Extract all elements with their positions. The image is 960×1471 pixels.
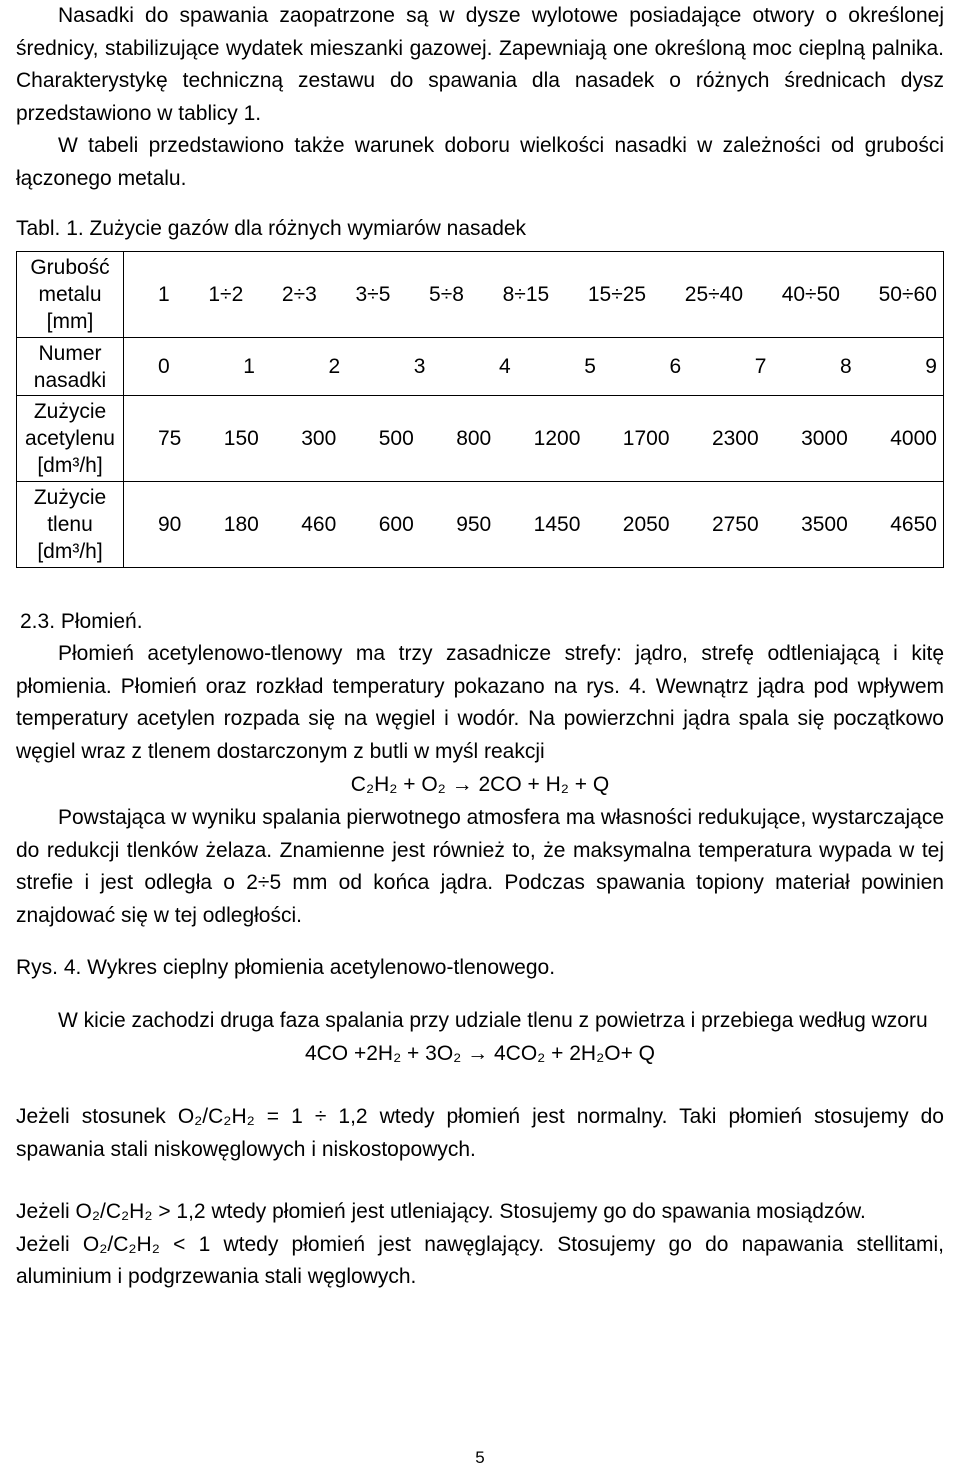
row-header: Grubość metalu [mm] [17, 252, 124, 338]
intro-paragraph-1: Nasadki do spawania zaopatrzone są w dysze wylotowe posiadające otwory o określonej średnicy, stabilizujące wydatek mieszanki gazowej. Zapewniają one określoną moc cieplną palnika. Charakterystykę techniczną zestawu do spawania dla nasadek o różnych średnicach dysz przedstawiono w tablicy 1. [16, 4, 944, 125]
table-row [17, 252, 944, 338]
table-cell: 600 [378, 513, 414, 536]
figure-caption: Rys. 4. Wykres cieplny płomienia acetylenowo-tlenowego. [16, 956, 556, 979]
table-cell: 2 [328, 355, 341, 378]
table-cell: 0 [158, 355, 170, 378]
table-cell: 150 [223, 427, 259, 450]
table-row [17, 396, 944, 482]
table-cell: 4650 [890, 513, 937, 536]
table-cell: 5÷8 [429, 283, 464, 306]
gas-consumption-table [16, 251, 944, 568]
table-cell: 800 [456, 427, 492, 450]
table-cell: 2750 [711, 513, 759, 536]
page-number: 5 [475, 1448, 485, 1467]
table-cell: 50÷60 [878, 283, 937, 306]
table-cell: 6 [669, 355, 682, 378]
table-cell: 1 [158, 283, 170, 306]
ratio-paragraph-carburizing: Jeżeli O₂/C₂H₂ < 1 wtedy płomień jest nawęglający. Stosujemy go do napawania stellitami, aluminium i podgrzewania stali węglowych. [16, 1232, 944, 1288]
table-cell: 7 [754, 355, 767, 378]
table-cell: 2050 [622, 513, 670, 536]
table-cell: 500 [378, 427, 414, 450]
row-values [124, 396, 944, 482]
table-cell: 40÷50 [781, 283, 840, 306]
table-cell: 8 [840, 355, 852, 378]
section-heading: 2.3. Płomień. [20, 610, 143, 633]
table-cell: 5 [584, 355, 596, 378]
table-cell: 1 [243, 355, 255, 378]
ratio-paragraph-oxidizing: Jeżeli O₂/C₂H₂ > 1,2 wtedy płomień jest utleniający. Stosujemy go do spawania mosiądzów. [16, 1200, 866, 1223]
document-page [16, 0, 944, 1294]
table-cell: 8÷15 [502, 283, 550, 306]
table-cell: 2÷3 [281, 283, 317, 306]
table-cell: 3500 [801, 513, 848, 536]
table-cell: 300 [301, 427, 337, 450]
table-cell: 3 [413, 355, 426, 378]
reaction-formula-1: C₂H₂ + O₂ → 2CO + H₂ + Q [350, 773, 610, 796]
table-cell: 90 [158, 513, 182, 536]
row-values [124, 252, 944, 338]
intro-paragraph-2: W tabeli przedstawiono także warunek doboru wielkości nasadki w zależności od grubości łączonego metalu. [16, 134, 944, 190]
section-paragraph-3: W kicie zachodzi druga faza spalania przy udziale tlenu z powietrza i przebiega według wzoru [58, 1008, 928, 1032]
table-cell: 75 [158, 427, 182, 450]
table-cell: 15÷25 [587, 283, 647, 306]
table-cell: 3000 [801, 427, 848, 450]
table-cell: 950 [456, 513, 492, 536]
row-values [124, 482, 944, 568]
table-cell: 180 [223, 513, 259, 536]
section-paragraph-2: Powstająca w wyniku spalania pierwotnego atmosfera ma własności redukujące, wystarczające do redukcji tlenków żelaza. Znamienne jest również to, że maksymalna temperatura wypada w tej strefie i jest odległa o 2÷5 mm od końca jądra. Podczas spawania topiony materiał powinien znajdować się w tej odległości. [16, 806, 944, 927]
table-row [17, 338, 944, 396]
table-cell: 4 [499, 355, 511, 378]
ratio-paragraph-normal: Jeżeli stosunek O₂/C₂H₂ = 1 ÷ 1,2 wtedy płomień jest normalny. Taki płomień stosujemy do spawania stali niskowęglowych i niskostopowych. [16, 1105, 944, 1161]
table-cell: 3÷5 [355, 283, 391, 306]
table-cell: 460 [301, 513, 337, 536]
table-caption: Tabl. 1. Zużycie gazów dla różnych wymiarów nasadek [16, 217, 527, 240]
row-header: Zużycie tlenu [dm³/h] [17, 482, 124, 568]
table-cell: 1200 [533, 427, 581, 450]
reaction-formula-2: 4CO +2H₂ + 3O₂ → 4CO₂ + 2H₂O+ Q [304, 1042, 656, 1065]
table-cell: 9 [925, 355, 937, 378]
row-header: Numer nasadki [17, 338, 124, 396]
table-cell: 1700 [622, 427, 670, 450]
table-cell: 4000 [890, 427, 937, 450]
section-paragraph-1: Płomień acetylenowo-tlenowy ma trzy zasadnicze strefy: jądro, strefę odtleniającą i kitę płomienia. Płomień oraz rozkład temperatury pokazano na rys. 4. Wewnątrz jądra pod wpływem temperatury acetylen rozpada się na węgiel i wodór. Na powierzchni jądra spala się początkowo węgiel wraz z tlenem dostarczonym z butli w myśl reakcji [16, 642, 944, 763]
table-cell: 25÷40 [684, 283, 744, 306]
row-header: Zużycie acetylenu [dm³/h] [17, 396, 124, 482]
table-cell: 1450 [533, 513, 581, 536]
table-row [17, 482, 944, 568]
table-cell: 2300 [711, 427, 759, 450]
row-values [124, 338, 944, 396]
table-cell: 1÷2 [208, 283, 244, 306]
